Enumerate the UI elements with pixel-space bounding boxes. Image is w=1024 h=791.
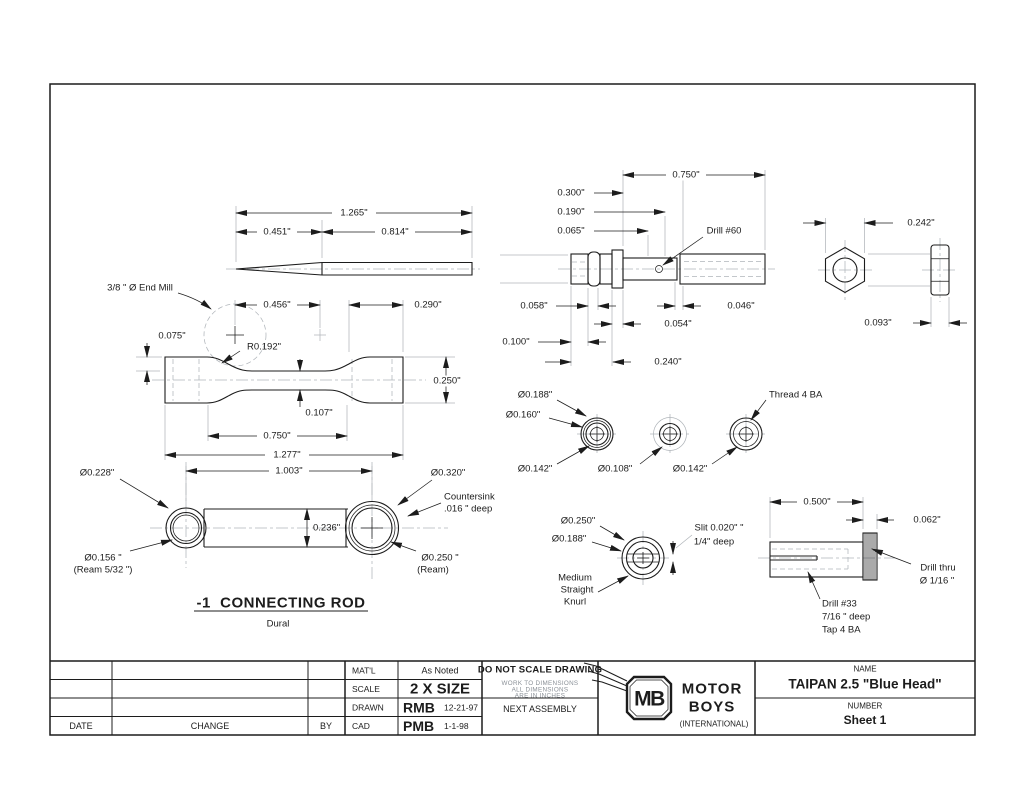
- dim-centers: 1.003": [275, 465, 303, 477]
- pin-dim-g: 0.100": [502, 336, 530, 348]
- nut-dim-thickness: 0.093": [864, 317, 892, 329]
- pin-dim-a: 0.300": [557, 187, 585, 199]
- dim-end: 0.290": [414, 299, 442, 311]
- company-name-2: BOYS: [688, 698, 736, 716]
- big-bore-label-2: (Ream): [417, 564, 449, 576]
- matl-value: As Noted: [421, 665, 459, 676]
- small-bore-label-1: Ø0.156 ": [84, 552, 122, 564]
- small-end-od-label: Ø0.228": [79, 467, 115, 479]
- date-column-label: DATE: [69, 721, 93, 731]
- tap-label-3: Tap 4 BA: [822, 624, 861, 636]
- pin-drill-label: Drill #60: [706, 225, 742, 237]
- big-bore-label-1: Ø0.250 ": [421, 552, 459, 564]
- view-rod-profile: [107, 283, 468, 461]
- drawn-label: DRAWN: [352, 702, 384, 713]
- dim-pocket: 0.456": [263, 299, 291, 311]
- dim-radius: R0.192": [246, 341, 282, 353]
- view-pin: [500, 170, 775, 368]
- dim-flange: 0.075": [158, 330, 186, 342]
- view-title: -1 CONNECTING ROD: [196, 594, 366, 612]
- tap-label-2: 7/16 " deep: [822, 611, 871, 623]
- name-value: TAIPAN 2.5 "Blue Head": [788, 676, 942, 692]
- pin-dim-e: 0.046": [727, 300, 755, 312]
- dim-profile-overall: 1.277": [273, 449, 301, 461]
- cad-date-value: 1-1-98: [444, 721, 469, 731]
- company-name-3: (INTERNATIONAL): [679, 719, 749, 729]
- dim-shank-width: 0.236": [313, 522, 341, 534]
- work-note-1: WORK TO DIMENSIONS: [501, 680, 579, 687]
- dim-slot: 0.750": [263, 430, 291, 442]
- pin-dim-d: 0.058": [520, 300, 548, 312]
- knurl-label-3: Knurl: [563, 596, 587, 608]
- drill-thru-label-1: Drill thru: [920, 562, 956, 574]
- drill-thru-label-2: Ø 1/16 ": [919, 575, 955, 587]
- change-column-label: CHANGE: [190, 721, 230, 731]
- view-washers: [506, 390, 823, 475]
- cad-by-value: PMB: [403, 718, 435, 734]
- end-mill-label: 3/8 " Ø End Mill: [107, 282, 173, 294]
- dim-height: 0.250": [433, 375, 461, 387]
- work-note-2: ALL DIMENSIONS: [511, 686, 569, 694]
- collet-id-label: Ø0.188": [551, 533, 587, 545]
- collet-dim-length: 0.500": [803, 496, 831, 508]
- company-name-1: MOTOR: [681, 680, 743, 698]
- washer1-id-label: Ø0.142": [517, 463, 553, 475]
- by-column-label: BY: [319, 721, 333, 731]
- view-taper-rod: [226, 206, 480, 275]
- view-rod-plan: [74, 462, 495, 630]
- slit-label-1: Slit 0.020" ": [694, 522, 744, 534]
- cad-label: CAD: [352, 721, 370, 731]
- scale-value: 2 X SIZE: [409, 680, 471, 698]
- pin-dim-f: 0.054": [664, 318, 692, 330]
- washer1-od-label: Ø0.188": [517, 389, 553, 401]
- big-end-od-label: Ø0.320": [430, 467, 466, 479]
- knurl-label-2: Straight: [560, 584, 594, 596]
- tap-label-1: Drill #33: [822, 598, 857, 610]
- dim-taper-overall: 1.265": [340, 207, 368, 219]
- work-note-3: ARE IN INCHES: [514, 692, 566, 700]
- drawn-date-value: 12-21-97: [444, 702, 479, 713]
- view-nut: [803, 218, 967, 329]
- next-assembly-label: NEXT ASSEMBLY: [503, 704, 577, 714]
- pin-dim-b: 0.190": [557, 206, 585, 218]
- material-label: Dural: [266, 618, 290, 630]
- logo-mb-monogram: MB: [634, 687, 664, 711]
- small-bore-label-2: (Ream 5/32 "): [73, 564, 133, 576]
- washer3-id-label: Ø0.142": [672, 463, 708, 475]
- dim-taper-left: 0.451": [263, 226, 291, 238]
- collet-od-label: Ø0.250": [560, 515, 596, 527]
- collet-dim-knurl: 0.062": [913, 514, 941, 526]
- pin-dim-c: 0.065": [557, 225, 585, 237]
- countersink-label-1: Countersink: [444, 491, 495, 503]
- view-collet: [552, 497, 956, 636]
- number-label: NUMBER: [847, 701, 883, 711]
- washer1-mid-label: Ø0.160": [505, 409, 541, 421]
- number-value: Sheet 1: [843, 713, 887, 727]
- dim-taper-right: 0.814": [381, 226, 409, 238]
- pin-dim-h: 0.240": [654, 356, 682, 368]
- countersink-label-2: .016 " deep: [444, 503, 493, 515]
- knurl-label-1: Medium: [558, 572, 592, 584]
- washer2-id-label: Ø0.108": [597, 463, 633, 475]
- nut-dim-flats: 0.242": [907, 217, 935, 229]
- drawn-by-value: RMB: [403, 699, 435, 716]
- thread-label: Thread 4 BA: [769, 389, 823, 401]
- name-label: NAME: [853, 664, 877, 674]
- dim-waist: 0.107": [305, 407, 333, 419]
- title-block: [50, 661, 975, 735]
- pin-dim-overall: 0.750": [672, 169, 700, 181]
- scale-label: SCALE: [352, 684, 380, 694]
- no-scale-notice: DO NOT SCALE DRAWING: [477, 664, 603, 676]
- matl-label: MAT'L: [352, 665, 376, 676]
- slit-label-2: 1/4" deep: [693, 536, 735, 548]
